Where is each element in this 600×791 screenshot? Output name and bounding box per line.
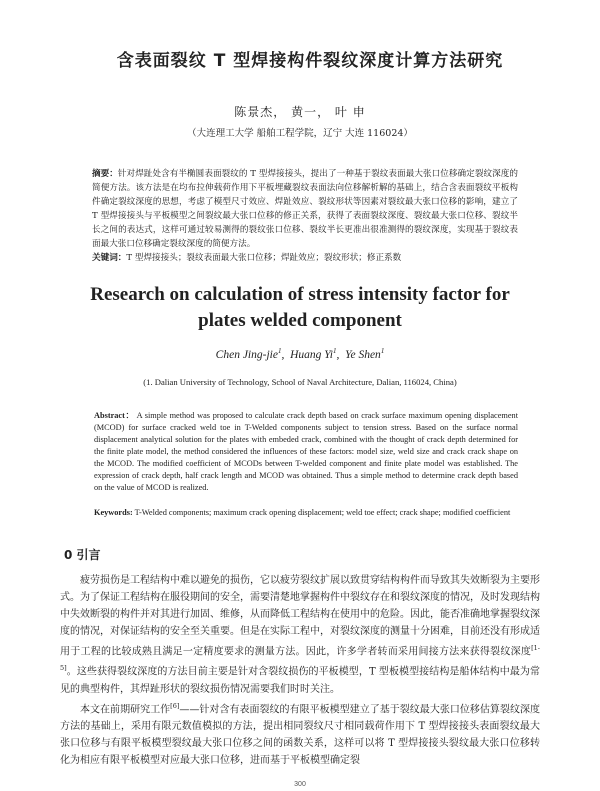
english-abstract-text: A simple method was proposed to calculate crack depth based on crack surface maximum opening displacement (MCOD) for surface cracked weld toe in T-Welded components subject to tension stress. Based on the surface normal displacement analytical solution for the plates with embeded crack, combined with the thought of crack depth determined for the finite plate model, the method considered the influences of these factors: model size, weld size and crack crack shape on the MCOD. The modified coefficient of MCODs between T-welded component and finite plate model was established. The expression of crack depth, half crack length and MCOD was obtained. Thus a simple method to determine crack depth based on the value of MCOD is realized. <box>94 411 519 492</box>
chinese-abstract <box>92 167 518 251</box>
body-text <box>60 572 540 769</box>
section-heading-introduction: 0 引言 <box>64 548 101 562</box>
paragraph-2-part-a: 本文在前期研究工作 <box>80 703 171 715</box>
citation-2[interactable]: [6] <box>170 701 180 710</box>
chinese-keywords-label: 关键词： <box>92 253 127 263</box>
author-3-affil-mark: 1 <box>380 347 385 355</box>
english-keywords-text: T-Welded components; maximum crack opening displacement; weld toe effect; crack shape; modified coefficient <box>134 508 511 517</box>
paragraph-1-part-a: 疲劳损伤是工程结构中难以避免的损伤，它以疲劳裂纹扩展以致贯穿结构构件而导致其失效断裂为主要形式。为了保证工程结构在服役期间的安全，需要清楚地掌握构件中裂纹存在和裂纹深度的情况，及时发现结构中失效断裂的构件并对其进行加固、维修，从而降低工程结构在使用中的危险。因此，能否准确地掌握裂纹深度的情况，对保证结构的安全至关重要。但是在实际工程中，对裂纹深度的测量十分困难，目前还没有形成适用于工程的比较成熟且满足一定精度要求的测量方法。因此，许多学者转而采用间接方法来获得裂纹深度 <box>60 575 540 658</box>
chinese-abstract-text: 针对焊趾处含有半椭圆表面裂纹的 T 型焊接接头，提出了一种基于裂纹表面最大张口位移确定裂纹深度的简便方法。该方法是在均布拉伸载荷作用下平板埋藏裂纹表面法向位移解析解的基础上，结合含表面裂纹平板构件确定裂纹深度的思想，考虑了模型尺寸效应、焊趾效应、裂纹形状等因素对裂纹最大张口位移的影响，建立了 T 型焊接接头与平板模型之间裂纹最大张口位移的修正关系，获得了表面裂纹深度、裂纹最大张口位移、裂纹半长之间的表达式，这样可通过较易测得的裂纹张口位移、裂纹半长更准出很准测得的裂纹深度，实现基于裂纹表面最大张口位移确定裂纹深度的简便方法。 <box>92 169 518 249</box>
author-1-affil-mark: 1 <box>277 347 282 355</box>
english-title: Research on calculation of stress intensity factor for plates welded component <box>90 284 510 331</box>
chinese-keywords-text: T 型焊接接头；裂纹表面最大张口位移；焊趾效应；裂纹形状；修正系数 <box>126 253 402 263</box>
paragraph-2-part-b: ——针对含有表面裂纹的有限平板模型建立了基于裂纹最大张口位移估算裂纹深度方法的基础上，采用有限元数值模拟的方法，提出相同裂纹尺寸相同载荷作用下 T 型焊接接头表面裂纹最大张口位移与有限平板模型裂纹最大张口位移之间的函数关系，这样可以将 T 型焊接接头裂纹最大张口位移转化为相应有限平板模型对应最大张口位移，进而基于平板模型确定裂 <box>60 703 541 766</box>
english-affiliation: (1. Dalian University of Technology, School of Naval Architecture, Dalian, 116024, China) <box>143 377 457 387</box>
chinese-abstract-label: 摘要： <box>92 169 118 179</box>
chinese-authors: 陈景杰， 黄一， 叶 申 <box>234 105 366 119</box>
chinese-title: 含表面裂纹 T 型焊接构件裂纹深度计算方法研究 <box>116 51 504 71</box>
chinese-keywords <box>92 251 518 265</box>
english-abstract-label: Abstract： <box>94 411 135 420</box>
author-2-affil-mark: 1 <box>333 347 337 355</box>
english-keywords-label: Keywords: <box>94 508 133 517</box>
paragraph-1-part-b: 。这些获得裂纹深度的方法目前主要是针对含裂纹损伤的平板模型，T 型板模型接结构是船体结构中最为常见的典型构件，其焊趾形状的裂纹损伤情况需要我们时时关注。 <box>60 666 540 695</box>
english-keywords <box>94 508 554 517</box>
english-abstract <box>94 410 518 494</box>
chinese-affiliation: （大连理工大学 船舶工程学院，辽宁 大连 116024） <box>187 128 413 139</box>
author-3: Ye Shen <box>345 348 381 361</box>
paragraph-1 <box>60 572 540 698</box>
page-number: 300 <box>294 781 306 788</box>
english-authors: Chen Jing-jie$^1$, Huang Yi$^1$, Ye Shen$^1$ <box>215 347 385 361</box>
citation-1[interactable]: [1-5] <box>60 644 540 673</box>
author-2: Huang Yi <box>290 348 333 361</box>
author-1: Chen Jing-jie <box>215 348 278 361</box>
paragraph-2 <box>60 698 540 769</box>
